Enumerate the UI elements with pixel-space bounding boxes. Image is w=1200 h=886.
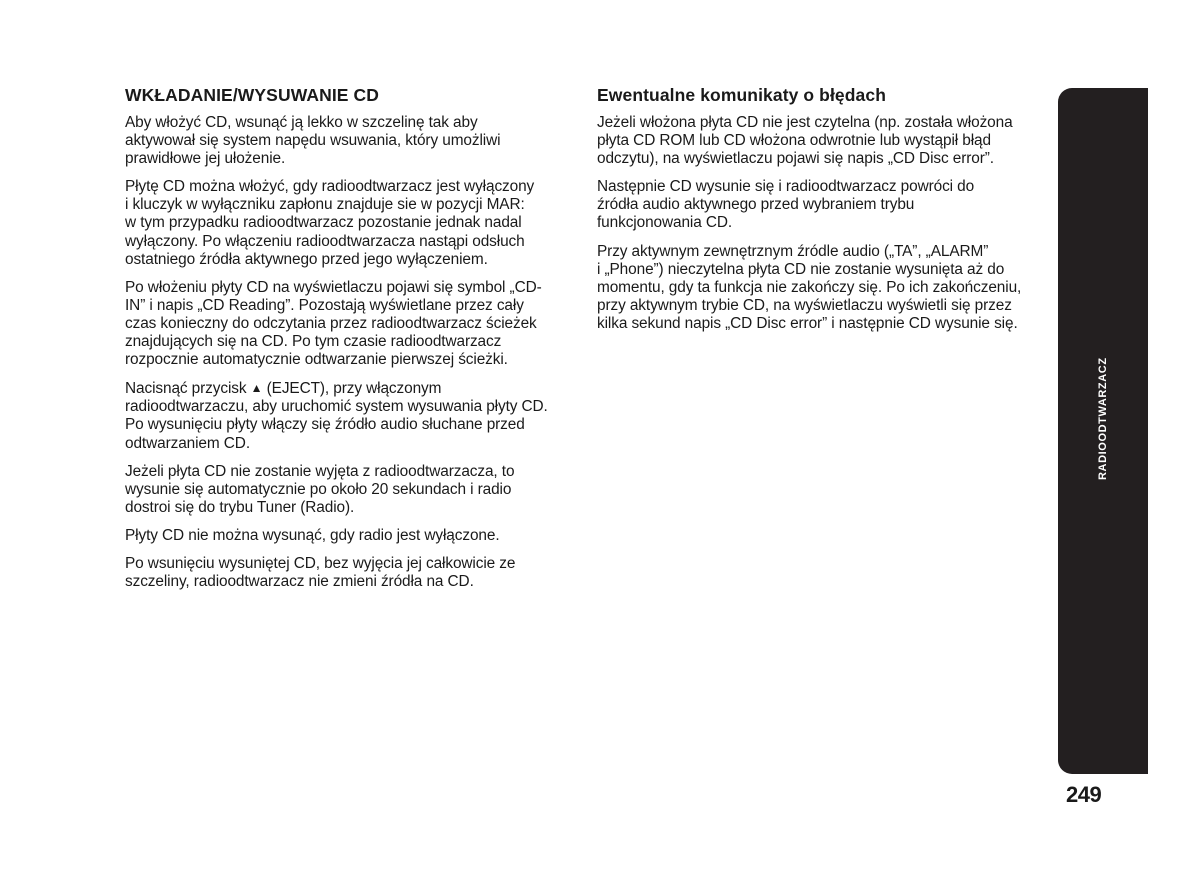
right-column (597, 84, 1049, 343)
chapter-tab-label: RADIOODTWARZACZ (1097, 357, 1109, 480)
paragraph: Przy aktywnym zewnętrznym źródle audio („TA”, „ALARM” i „Phone”) nieczytelna płyta CD nie zostanie wysunięta aż do momentu, gdy ta funkcja nie zakończy się. Po ich zakończeniu, przy aktywnym trybie CD, na wyświetlaczu wyświetli się przez kilka sekund napis „CD Disc error” i następnie CD wysunie się. (597, 242, 1022, 332)
paragraph: Jeżeli włożona płyta CD nie jest czytelna (np. została włożona płyta CD ROM lub CD włożona odwrotnie lub wystąpił błąd odczytu), na wyświetlaczu pojawi się napis „CD Disc error”. (597, 114, 1013, 168)
left-column (125, 84, 577, 601)
page-number: 249 (1066, 782, 1102, 807)
paragraph: Po włożeniu płyty CD na wyświetlaczu pojawi się symbol „CD- IN” i napis „CD Reading”. Pozostają wyświetlane przez cały czas konieczny do odczytania przez radioodtwarzacz ścieżek znajdujących się na CD. Po tym czasie radioodtwarzacz rozpocznie automatycznie odtwarzanie pierwszej ścieżki. (125, 278, 542, 369)
paragraph: Płyty CD nie można wysunąć, gdy radio jest wyłączone. (125, 526, 500, 544)
section-title-cd-loading: WKŁADANIE/WYSUWANIE CD (125, 85, 379, 105)
paragraph: Po wsunięciu wysuniętej CD, bez wyjęcia jej całkowicie ze szczeliny, radioodtwarzacz nie zmieni źródła na CD. (125, 554, 516, 591)
paragraph: Jeżeli płyta CD nie zostanie wyjęta z radioodtwarzacza, to wysunie się automatycznie po około 20 sekundach i radio dostroi się do trybu Tuner (Radio). (125, 462, 515, 516)
eject-text-before: Nacisnąć przycisk (125, 380, 247, 398)
paragraph: Następnie CD wysunie się i radioodtwarzacz powróci do źródła audio aktywnego przed wybraniem trybu funkcjonowania CD. (597, 178, 975, 232)
section-title-error-messages: Ewentualne komunikaty o błędach (597, 85, 886, 105)
eject-text-after: (EJECT), przy włączonym radioodtwarzaczu, aby uruchomić system wysuwania płyty CD. Po wysunięciu płyty włączy się źródło audio słuchane przed odtwarzaniem CD. (125, 380, 548, 452)
paragraph: Płytę CD można włożyć, gdy radioodtwarzacz jest wyłączony i kluczyk w wyłączniku zapłonu znajduje sie w pozycji MAR: w tym przypadku radioodtwarzacz pozostanie jednak nadal wyłączony. Po włączeniu radioodtwarzacza nastąpi odsłuch ostatniego źródła aktywnego przed jego wyłączeniem. (125, 178, 535, 268)
eject-paragraph (125, 379, 577, 452)
eject-icon: ▲ (250, 381, 263, 396)
paragraph: Aby włożyć CD, wsunąć ją lekko w szczelinę tak aby aktywował się system napędu wsuwania, który umożliwi prawidłowe jej ułożenie. (125, 114, 501, 168)
